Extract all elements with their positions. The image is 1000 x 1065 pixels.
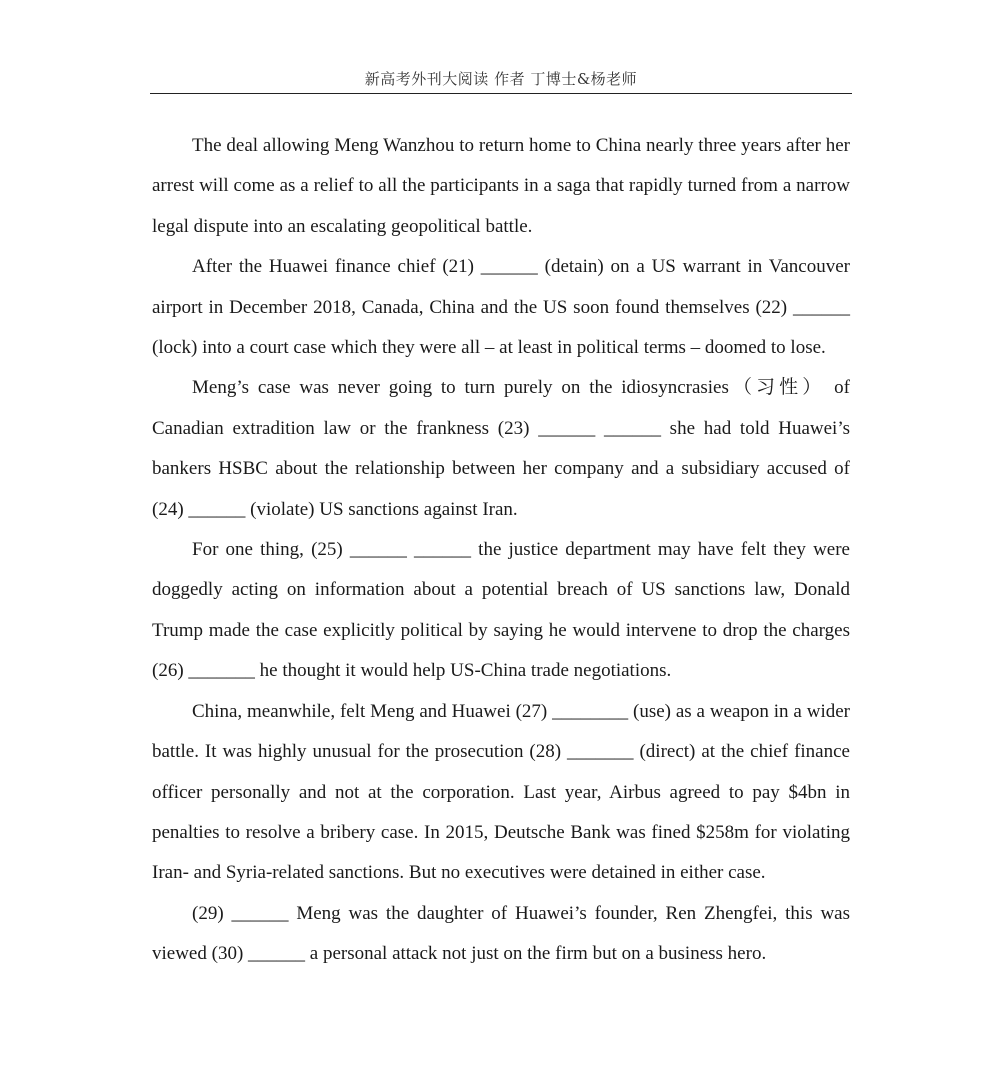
page-header: 新高考外刊大阅读 作者 丁博士&杨老师 — [364, 70, 638, 88]
paragraph-1: The deal allowing Meng Wanzhou to return home to China nearly three years after her arrest will come as a relief to all the participants in a saga that rapidly turned from a narrow legal dispute into an escalating geopolitical battle. — [152, 135, 850, 237]
paragraph-4: For one thing, (25) ______ ______ the justice department may have felt they were doggedly acting on information about a potential breach of US sanctions law, Donald Trump made the case explicitly political by saying he would intervene to drop the charges (26) _______ he thought it would help US-China trade negotiations. — [152, 539, 850, 682]
paragraph-6: (29) ______ Meng was the daughter of Huawei’s founder, Ren Zhengfei, this was viewed (30) ______ a personal attack not just on the firm but on a business hero. — [152, 902, 850, 965]
paragraph-2: After the Huawei finance chief (21) ______ (detain) on a US warrant in Vancouver airport in December 2018, Canada, China and the US soon found themselves (22) ______ (lock) into a court case which they were all – at least in political terms – doomed to lose. — [152, 256, 850, 359]
article-body — [152, 126, 850, 975]
header-divider — [150, 93, 852, 94]
paragraph-3: Meng’s case was never going to turn purely on the idiosyncrasies（习性） of Canadian extradition law or the frankness (23) ______ ______ she had told Huawei’s bankers HSBC about the relationship between her company and a subsidiary accused of (24) ______ (violate) US sanctions against Iran. — [152, 377, 850, 520]
paragraph-5: China, meanwhile, felt Meng and Huawei (27) ________ (use) as a weapon in a wider battle. It was highly unusual for the prosecution (28) _______ (direct) at the chief finance officer personally and not at the corporation. Last year, Airbus agreed to pay $4bn in penalties to resolve a bribery case. In 2015, Deutsche Bank was fined $258m for violating Iran- and Syria-related sanctions. But no executives were detained in either case. — [152, 700, 850, 884]
